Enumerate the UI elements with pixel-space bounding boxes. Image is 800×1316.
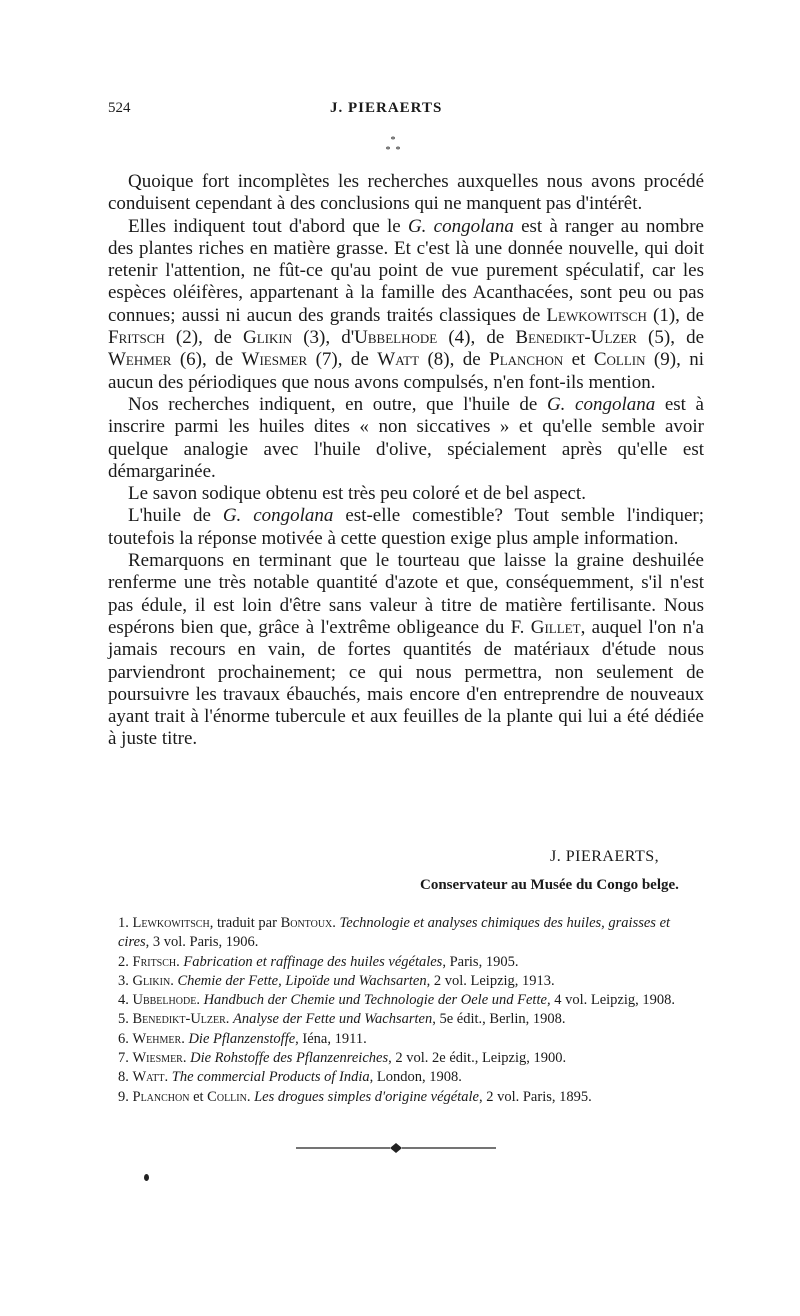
footnote-item: [108, 1088, 704, 1107]
ref-1: (1), de: [646, 304, 704, 326]
author-watt: Watt: [377, 349, 420, 371]
page-number: 524: [108, 100, 131, 116]
conjunction: et: [563, 349, 594, 371]
p5-text-a: L'huile de: [128, 505, 223, 527]
footnote-details: , 2 vol. Leipzig, 1913.: [426, 972, 555, 989]
ref-2: (2), de: [164, 327, 243, 349]
footnote-item: [108, 1049, 704, 1068]
footnote-number: 4.: [118, 992, 129, 1009]
footnote-title: Die Rohstoffe des Pflanzenreiches: [190, 1050, 389, 1067]
p6-text-b: , auquel l'on n'a jamais recours en vain, de fortes quantités de matériaux d'étude nous parviendront prochainement; ce qui nous permettra, non seulement de poursuivre les travaux ébauchés, mais encore d'en entreprendre de nouveaux ayant trait à l'énorme tubercule et aux feuilles de la plante qui lui a été dédiée à juste titre.: [108, 616, 704, 750]
paragraph-1: Quoique fort incomplètes les recherches auxquelles nous avons procédé conduisent cependant à des conclusions qui ne manquent pas d'intérêt.: [108, 171, 704, 215]
footnote-connector: , traduit par: [209, 915, 281, 931]
author-affiliation: Conservateur au Musée du Congo belge.: [420, 877, 679, 893]
footnote-item: [108, 1068, 704, 1087]
author-wiesmer: Wiesmer: [241, 349, 308, 371]
footnote-author: Lewkowitsch: [132, 915, 210, 931]
footnote-author: Ubbelhode: [132, 992, 197, 1009]
person-gillet: Gillet: [530, 616, 581, 638]
footnote-item: [108, 914, 704, 953]
footnote-separator: .: [164, 1069, 172, 1086]
footnote-author: Wiesmer: [132, 1050, 183, 1067]
section-asterism: [373, 136, 413, 156]
footnote-author: Glikin: [132, 972, 171, 989]
author-ubbelhode: Ubbelhode: [354, 327, 438, 349]
footnote-author: Wehmer: [132, 1030, 182, 1047]
footnote-details: , 3 vol. Paris, 1906.: [145, 934, 259, 951]
footnote-item: [108, 972, 704, 991]
footnote-author: Benedikt-Ulzer: [132, 1011, 226, 1028]
footnote-author: Collin: [207, 1088, 247, 1105]
footnote-author: Fritsch: [132, 953, 177, 970]
footnote-separator: .: [196, 992, 204, 1009]
p2-text-a: Elles indiquent tout d'abord que le: [128, 215, 408, 237]
footnote-details: , 5e édit., Berlin, 1908.: [432, 1011, 566, 1028]
author-collin: Collin: [593, 349, 646, 371]
ref-8: (8), de: [419, 349, 490, 371]
asterism-top: *: [390, 135, 396, 146]
footnote-number: 2.: [118, 953, 129, 970]
footnote-author: Bontoux: [280, 915, 333, 931]
p3-text-a: Nos recherches indiquent, en outre, que l'huile de: [128, 393, 547, 415]
footnote-separator: .: [182, 1050, 191, 1067]
p6-text-a: Remarquons en terminant que le tourteau que laisse la graine deshuilée renferme une très notable quantité d'azote et que, conséquemment, s'il n'est pas édule, il est loin d'être sans valeur à titre de matière fertilisante. Nous espérons bien que, grâce à l'extrême obligeance du F.: [108, 550, 704, 638]
paragraph-6: [108, 550, 704, 751]
footnote-separator: .: [225, 1011, 234, 1028]
footnote-details: , 2 vol. Paris, 1895.: [478, 1088, 592, 1105]
footnote-number: 9.: [118, 1088, 129, 1105]
end-ornament: [296, 1142, 496, 1154]
footnotes: [108, 914, 704, 1107]
paragraph-4: Le savon sodique obtenu est très peu coloré et de bel aspect.: [128, 483, 586, 505]
asterism-bottom: * *: [385, 145, 401, 156]
ref-3: (3), d': [292, 327, 355, 349]
footnote-details: , London, 1908.: [369, 1069, 462, 1086]
ref-7: (7), de: [307, 349, 378, 371]
species-name: G. congolana: [222, 505, 334, 527]
footnote-title: Handbuch der Chemie und Technologie der Oele und Fette: [203, 992, 547, 1009]
author-fritsch: Fritsch: [108, 327, 165, 349]
author-planchon: Planchon: [489, 349, 564, 371]
author-signature: J. PIERAERTS,: [550, 848, 660, 865]
footnote-separator: .: [181, 1030, 189, 1047]
ref-4: (4), de: [437, 327, 516, 349]
species-name: G. congolana: [546, 393, 656, 415]
footnote-separator: .: [332, 915, 340, 931]
footnote-title: Les drogues simples d'origine végétale: [254, 1088, 479, 1105]
footnote-title: Die Pflanzenstoffe: [188, 1030, 296, 1047]
article-body: [108, 171, 704, 751]
paragraph-3: [108, 394, 704, 483]
footnote-item: [108, 991, 704, 1010]
p3-text-b: est à inscrire parmi les huiles dites « non siccatives » et qu'elle semble avoir quelque analogie avec l'huile d'olive, spécialement après qu'elle est démargarinée.: [108, 393, 704, 482]
p2-text-b: est à ranger au nombre des plantes riches en matière grasse. Et c'est là une donnée nouvelle, qui doit retenir l'attention, ne fût-ce qu'au point de vue purement spéculatif, car les espèces oléifères, appartenant à la famille des Acanthacées, sont peu ou pas connues; aussi ni aucun des grands traités classiques de: [108, 215, 704, 326]
ref-6: (6), de: [171, 349, 242, 371]
author-glikin: Glikin: [242, 327, 293, 349]
footnote-author: Watt: [132, 1069, 165, 1086]
footnote-number: 3.: [118, 972, 129, 989]
footnote-number: 5.: [118, 1011, 129, 1028]
footnote-item: [108, 1010, 704, 1029]
ref-5: (5), de: [636, 327, 705, 349]
author-benedikt-ulzer: Benedikt-Ulzer: [515, 327, 637, 349]
footnote-title: Fabrication et raffinage des huiles végétales: [183, 953, 443, 970]
footnote-details: , Iéna, 1911.: [295, 1030, 367, 1047]
footnote-number: 7.: [118, 1050, 129, 1067]
paragraph-2: [108, 216, 704, 394]
footnote-number: 8.: [118, 1069, 129, 1086]
footnote-connector: et: [189, 1088, 208, 1105]
footnote-title: Analyse der Fette und Wachsarten: [233, 1011, 433, 1028]
p5-text-b: est-elle comestible? Tout semble l'indiquer; toutefois la réponse motivée à cette question exige plus ample information.: [108, 505, 705, 549]
footnote-item: [108, 1030, 704, 1049]
author-lewkowitsch: Lewkowitsch: [546, 304, 647, 326]
footnote-title: The commercial Products of India: [171, 1069, 370, 1086]
footnote-details: , 2 vol. 2e édit., Leipzig, 1900.: [388, 1050, 567, 1067]
species-name: G. congolana: [407, 215, 514, 237]
author-wehmer: Wehmer: [108, 349, 172, 371]
footnote-details: , Paris, 1905.: [442, 953, 519, 970]
print-mark: [144, 1174, 149, 1181]
ref-9: (9), ni aucun des périodiques que nous avons compulsés, n'en font-ils mention.: [108, 349, 705, 393]
footnote-details: , 4 vol. Leipzig, 1908.: [546, 992, 676, 1009]
footnote-title: Technologie et analyses chimiques des huiles, graisses et cires: [118, 915, 671, 951]
footnote-item: [108, 953, 704, 972]
footnote-separator: .: [246, 1088, 255, 1105]
running-head: J. PIERAERTS: [330, 100, 443, 116]
footnote-number: 6.: [118, 1030, 129, 1047]
footnote-separator: .: [170, 972, 178, 989]
footnote-title: Chemie der Fette, Lipoïde und Wachsarten: [177, 972, 427, 989]
footnote-separator: .: [176, 953, 184, 970]
diamond-icon: [390, 1143, 402, 1153]
footnote-author: Planchon: [132, 1088, 190, 1105]
footnote-number: 1.: [118, 915, 129, 931]
paragraph-5: [108, 505, 704, 550]
